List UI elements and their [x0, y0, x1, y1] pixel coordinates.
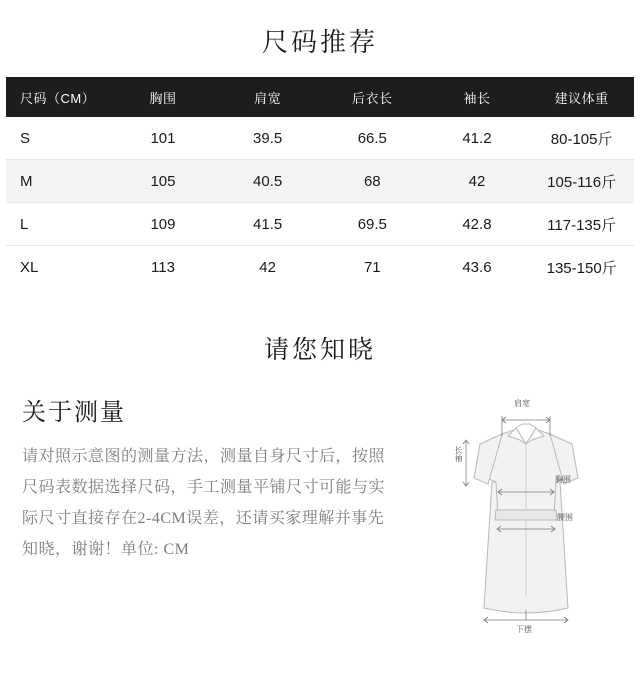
cell-size: M: [6, 160, 111, 203]
cell-length: 66.5: [320, 117, 425, 160]
measurement-section: [0, 392, 640, 642]
cell-bust: 101: [111, 117, 216, 160]
cell-size: S: [6, 117, 111, 160]
diagram-label-sleeve: 长袖: [454, 446, 463, 462]
cell-shoulder: 39.5: [215, 117, 320, 160]
cell-weight: 105-116斤: [529, 160, 634, 203]
column-header-shoulder: 肩宽: [215, 77, 320, 117]
cell-length: 68: [320, 160, 425, 203]
cell-size: L: [6, 203, 111, 246]
cell-bust: 105: [111, 160, 216, 203]
dress-illustration-icon: [426, 396, 626, 640]
cell-shoulder: 41.5: [215, 203, 320, 246]
cell-weight: 117-135斤: [529, 203, 634, 246]
cell-sleeve: 41.2: [425, 117, 530, 160]
diagram-label-shoulder: 肩宽: [514, 399, 530, 408]
size-section-title: 尺码推荐: [261, 28, 378, 57]
dress-measurement-diagram: [426, 396, 626, 640]
cell-size: XL: [6, 246, 111, 289]
measurement-body-text: 请对照示意图的测量方法，测量自身尺寸后，按照尺码表数据选择尺码，手工测量平铺尺寸可能与实际尺寸直接存在2-4CM误差，还请买家理解并事先知晓，谢谢！单位: CM: [22, 448, 386, 558]
table-row: [6, 117, 634, 160]
table-header-row: [6, 77, 634, 117]
table-row: [6, 246, 634, 289]
size-table: [6, 77, 634, 288]
cell-weight: 135-150斤: [529, 246, 634, 289]
diagram-label-waist: 腰围: [557, 513, 573, 522]
size-table-body: [6, 117, 634, 288]
table-row: [6, 160, 634, 203]
cell-bust: 109: [111, 203, 216, 246]
measurement-heading: 关于测量: [22, 400, 126, 426]
column-header-bust: 胸围: [111, 77, 216, 117]
table-row: [6, 203, 634, 246]
cell-length: 69.5: [320, 203, 425, 246]
cell-sleeve: 42: [425, 160, 530, 203]
cell-sleeve: 43.6: [425, 246, 530, 289]
column-header-length: 后衣长: [320, 77, 425, 117]
diagram-label-hem: 下摆: [516, 625, 532, 634]
cell-weight: 80-105斤: [529, 117, 634, 160]
cell-bust: 113: [111, 246, 216, 289]
size-table-head: [6, 77, 634, 117]
column-header-size: 尺码（CM）: [6, 77, 111, 117]
column-header-weight: 建议体重: [529, 77, 634, 117]
column-header-sleeve: 袖长: [425, 77, 530, 117]
cell-shoulder: 42: [215, 246, 320, 289]
cell-sleeve: 42.8: [425, 203, 530, 246]
cell-length: 71: [320, 246, 425, 289]
cell-shoulder: 40.5: [215, 160, 320, 203]
diagram-label-bust: 胸围: [555, 475, 571, 484]
notice-section-title: 请您知晓: [263, 337, 376, 364]
